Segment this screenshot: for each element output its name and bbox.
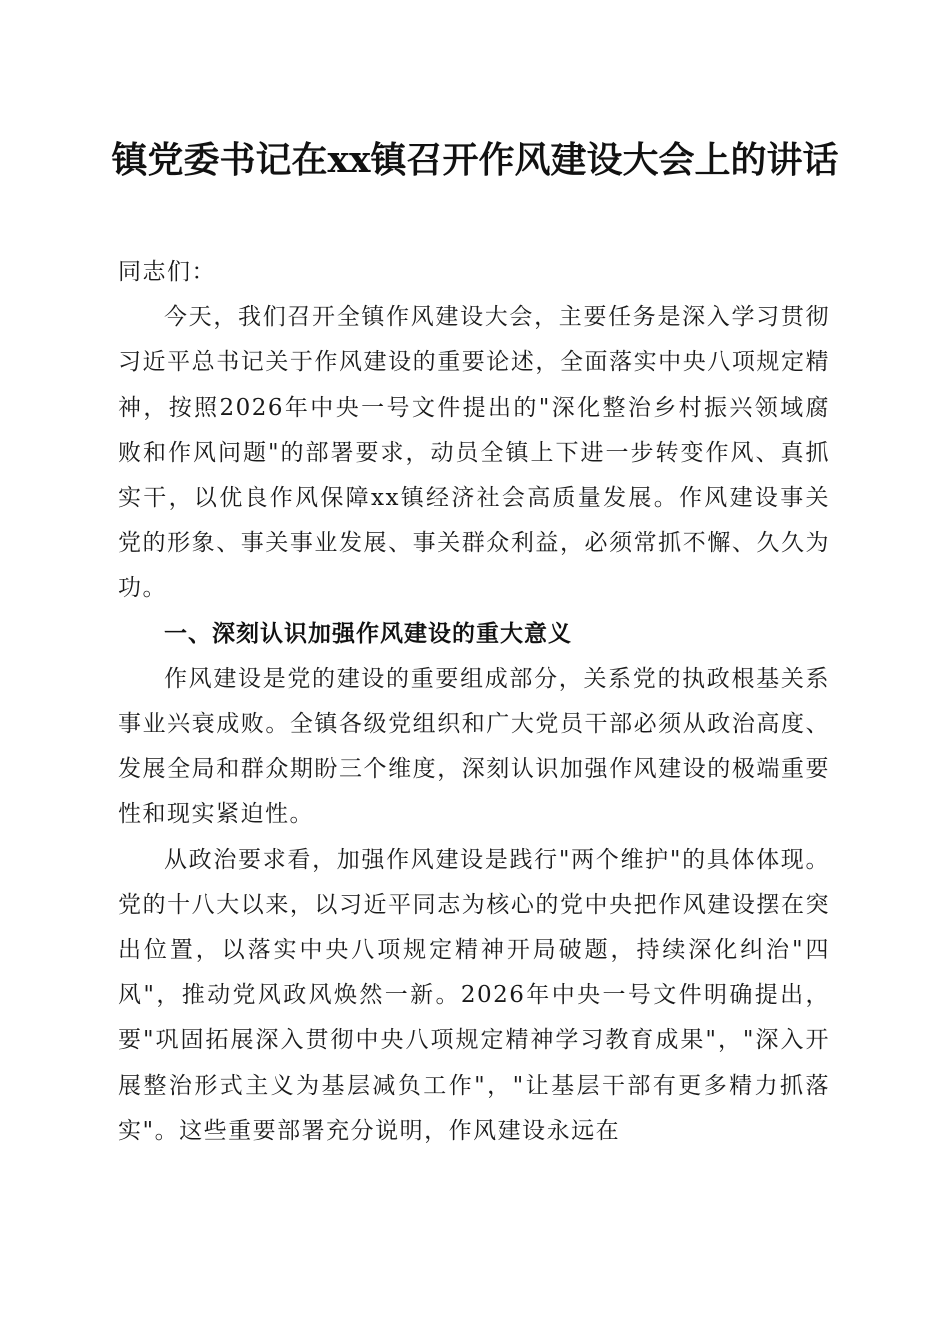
document-body [118,250,830,1154]
section-heading-1: 一、深刻认识加强作风建设的重大意义 [164,620,572,647]
section-1-paragraph-2: 从政治要求看，加强作风建设是践行"两个维护"的具体体现。党的十八大以来，以习近平同志为核心的党中央把作风建设摆在突出位置，以落实中央八项规定精神开局破题，持续深化纠治"四风"，推动党风政风焕然一新。2026年中央一号文件明确提出，要"巩固拓展深入贯彻中央八项规定精神学习教育成果"，"深入开展整治形式主义为基层减负工作"，"让基层干部有更多精力抓落实"。这些重要部署充分说明，作风建设永远在 [118,846,830,1144]
salutation: 同志们： [118,259,216,285]
section-1-paragraph-1: 作风建设是党的建设的重要组成部分，关系党的执政根基关系事业兴衰成败。全镇各级党组织和广大党员干部必须从政治高度、发展全局和群众期盼三个维度，深刻认识加强作风建设的极端重要性和现实紧迫性。 [118,665,830,828]
intro-paragraph: 今天，我们召开全镇作风建设大会，主要任务是深入学习贯彻习近平总书记关于作风建设的重要论述，全面落实中央八项规定精神，按照2026年中央一号文件提出的"深化整治乡村振兴领域腐败和作风问题"的部署要求，动员全镇上下进一步转变作风、真抓实干，以优良作风保障xx镇经济社会高质量发展。作风建设事关党的形象、事关事业发展、事关群众利益，必须常抓不懈、久久为功。 [118,304,830,602]
document-title: 镇党委书记在xx镇召开作风建设大会上的讲话 [111,139,839,181]
